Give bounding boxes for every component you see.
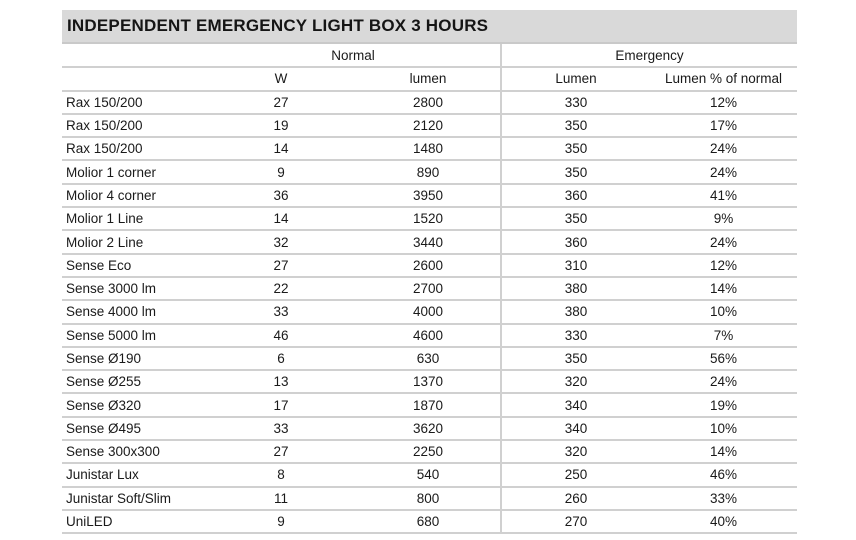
watt-cell: 32: [206, 230, 356, 253]
product-name-cell: Rax 150/200: [62, 91, 206, 114]
emergency-lumen-cell: 380: [501, 300, 650, 323]
product-name-cell: Sense 300x300: [62, 440, 206, 463]
table-row: [62, 160, 797, 183]
column-header-watt: W: [206, 67, 356, 90]
lumen-cell: 3950: [356, 184, 501, 207]
table-row: [62, 230, 797, 253]
emergency-lumen-cell: 360: [501, 184, 650, 207]
table-header: [62, 44, 797, 91]
lumen-cell: 2250: [356, 440, 501, 463]
percent-cell: 24%: [650, 230, 797, 253]
percent-cell: 46%: [650, 463, 797, 486]
table-row: [62, 510, 797, 533]
product-name-cell: Sense Ø190: [62, 347, 206, 370]
lumen-cell: 3620: [356, 417, 501, 440]
product-name-cell: Sense 4000 lm: [62, 300, 206, 323]
lumen-cell: 2120: [356, 114, 501, 137]
percent-cell: 56%: [650, 347, 797, 370]
table-row: [62, 184, 797, 207]
watt-cell: 8: [206, 463, 356, 486]
table-row: [62, 300, 797, 323]
percent-cell: 24%: [650, 370, 797, 393]
watt-cell: 19: [206, 114, 356, 137]
product-name-cell: Sense Ø495: [62, 417, 206, 440]
percent-cell: 9%: [650, 207, 797, 230]
emergency-lumen-cell: 340: [501, 393, 650, 416]
page-title: INDEPENDENT EMERGENCY LIGHT BOX 3 HOURS: [62, 10, 797, 44]
emergency-lumen-cell: 380: [501, 277, 650, 300]
product-name-cell: Sense Ø320: [62, 393, 206, 416]
column-header-emergency-lumen: Lumen: [501, 67, 650, 90]
watt-cell: 33: [206, 300, 356, 323]
table-row: [62, 324, 797, 347]
product-name-cell: Rax 150/200: [62, 137, 206, 160]
watt-cell: 14: [206, 207, 356, 230]
table-row: [62, 114, 797, 137]
emergency-light-table-sheet: [62, 10, 797, 534]
watt-cell: 22: [206, 277, 356, 300]
group-header-normal: Normal: [206, 44, 501, 67]
watt-cell: 9: [206, 510, 356, 533]
percent-cell: 7%: [650, 324, 797, 347]
group-header-emergency: Emergency: [501, 44, 797, 67]
table-row: [62, 207, 797, 230]
watt-cell: 33: [206, 417, 356, 440]
percent-cell: 17%: [650, 114, 797, 137]
lumen-cell: 2800: [356, 91, 501, 114]
lumen-cell: 1870: [356, 393, 501, 416]
percent-cell: 12%: [650, 91, 797, 114]
lumen-cell: 540: [356, 463, 501, 486]
product-name-cell: Molior 1 Line: [62, 207, 206, 230]
emergency-lumen-cell: 360: [501, 230, 650, 253]
percent-cell: 40%: [650, 510, 797, 533]
light-box-table: [62, 44, 797, 534]
lumen-cell: 800: [356, 487, 501, 510]
lumen-cell: 2700: [356, 277, 501, 300]
product-name-cell: Sense Eco: [62, 254, 206, 277]
emergency-lumen-cell: 330: [501, 324, 650, 347]
percent-cell: 10%: [650, 300, 797, 323]
product-name-cell: UniLED: [62, 510, 206, 533]
table-row: [62, 277, 797, 300]
watt-cell: 6: [206, 347, 356, 370]
watt-cell: 11: [206, 487, 356, 510]
table-row: [62, 487, 797, 510]
watt-cell: 36: [206, 184, 356, 207]
watt-cell: 27: [206, 440, 356, 463]
percent-cell: 12%: [650, 254, 797, 277]
percent-cell: 41%: [650, 184, 797, 207]
table-row: [62, 393, 797, 416]
lumen-cell: 1520: [356, 207, 501, 230]
product-name-cell: Sense 5000 lm: [62, 324, 206, 347]
emergency-lumen-cell: 330: [501, 91, 650, 114]
emergency-lumen-cell: 260: [501, 487, 650, 510]
lumen-cell: 2600: [356, 254, 501, 277]
percent-cell: 14%: [650, 440, 797, 463]
emergency-lumen-cell: 270: [501, 510, 650, 533]
watt-cell: 13: [206, 370, 356, 393]
emergency-lumen-cell: 350: [501, 137, 650, 160]
table-row: [62, 440, 797, 463]
watt-cell: 27: [206, 91, 356, 114]
product-name-cell: Molior 2 Line: [62, 230, 206, 253]
lumen-cell: 890: [356, 160, 501, 183]
table-row: [62, 370, 797, 393]
watt-cell: 46: [206, 324, 356, 347]
emergency-lumen-cell: 350: [501, 207, 650, 230]
emergency-lumen-cell: 310: [501, 254, 650, 277]
emergency-lumen-cell: 340: [501, 417, 650, 440]
watt-cell: 27: [206, 254, 356, 277]
percent-cell: 14%: [650, 277, 797, 300]
table-body: [62, 91, 797, 534]
product-name-cell: Sense Ø255: [62, 370, 206, 393]
watt-cell: 14: [206, 137, 356, 160]
product-name-cell: Junistar Lux: [62, 463, 206, 486]
group-header-row: [62, 44, 797, 67]
table-row: [62, 347, 797, 370]
emergency-lumen-cell: 320: [501, 440, 650, 463]
column-header-percent: Lumen % of normal: [650, 67, 797, 90]
percent-cell: 24%: [650, 160, 797, 183]
emergency-lumen-cell: 350: [501, 114, 650, 137]
column-header-lumen: lumen: [356, 67, 501, 90]
lumen-cell: 630: [356, 347, 501, 370]
lumen-cell: 1370: [356, 370, 501, 393]
product-name-cell: Molior 1 corner: [62, 160, 206, 183]
product-name-cell: Molior 4 corner: [62, 184, 206, 207]
lumen-cell: 680: [356, 510, 501, 533]
lumen-cell: 4000: [356, 300, 501, 323]
product-name-cell: Sense 3000 lm: [62, 277, 206, 300]
emergency-lumen-cell: 350: [501, 160, 650, 183]
percent-cell: 33%: [650, 487, 797, 510]
table-row: [62, 463, 797, 486]
lumen-cell: 1480: [356, 137, 501, 160]
lumen-cell: 4600: [356, 324, 501, 347]
emergency-lumen-cell: 350: [501, 347, 650, 370]
emergency-lumen-cell: 250: [501, 463, 650, 486]
column-header-spacer: [62, 67, 206, 90]
percent-cell: 10%: [650, 417, 797, 440]
percent-cell: 24%: [650, 137, 797, 160]
table-row: [62, 417, 797, 440]
product-name-cell: Rax 150/200: [62, 114, 206, 137]
table-row: [62, 254, 797, 277]
percent-cell: 19%: [650, 393, 797, 416]
product-name-cell: Junistar Soft/Slim: [62, 487, 206, 510]
watt-cell: 9: [206, 160, 356, 183]
lumen-cell: 3440: [356, 230, 501, 253]
column-header-row: [62, 67, 797, 90]
watt-cell: 17: [206, 393, 356, 416]
table-row: [62, 91, 797, 114]
group-header-spacer: [62, 44, 206, 67]
table-row: [62, 137, 797, 160]
emergency-lumen-cell: 320: [501, 370, 650, 393]
